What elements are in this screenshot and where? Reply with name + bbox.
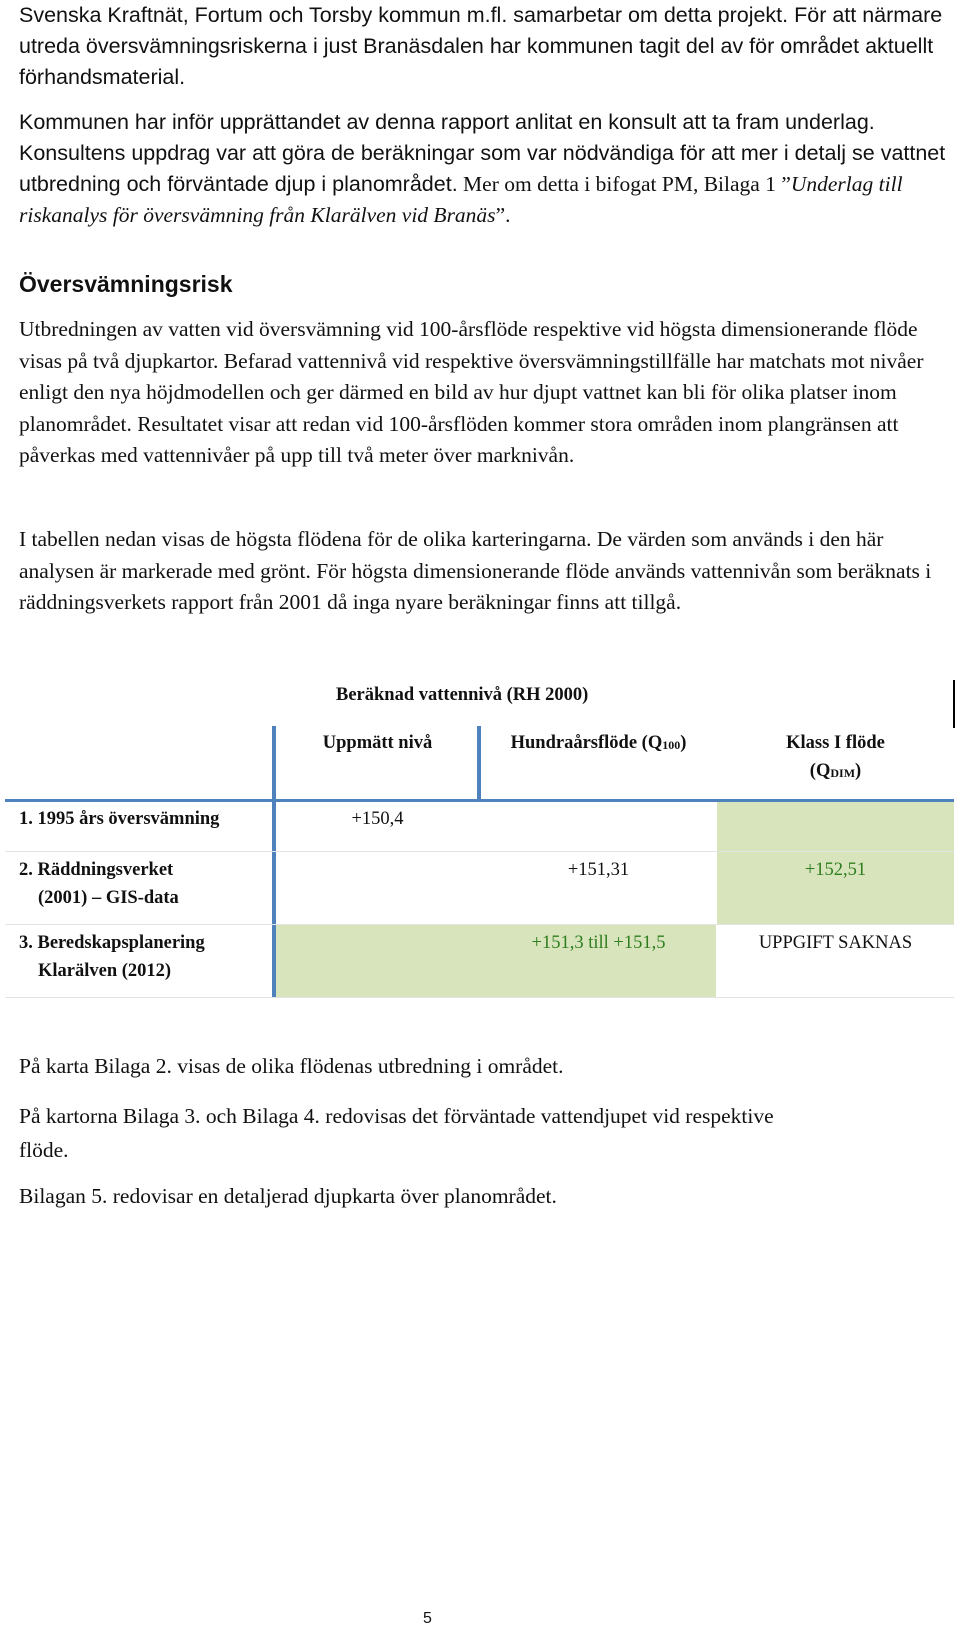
row-divider [5, 851, 954, 852]
row-divider [5, 924, 954, 925]
page-number: 5 [423, 1610, 432, 1627]
row-label: 2. Räddningsverket [19, 860, 174, 880]
table-title: Beräknad vattennivå (RH 2000) [336, 685, 589, 705]
risk-paragraph: Utbredningen av vatten vid översvämning vid 100-årsflöde respektive vid högsta dimensionerande flöde visas på två djupkartor. Befarad vattennivå vid respektive översvämningstillfälle har matchats mot nivåer enligt den nya höjdmodellen och ger därmed en bild av hur djupt vattnet kan bli för olika platser inom planområdet. Resultatet visar att redan vid 100-årsflöden kommer stora områden inom plangränsen att påverkas med vattennivåer på upp till två meter över marknivån. [19, 317, 924, 467]
consultant-paragraph [19, 107, 949, 231]
header-qdim: Klass I flöde $(Q_{DIM})$ [786, 733, 885, 781]
section-heading: Översvämningsrisk [19, 271, 233, 297]
row-label: 3. Beredskapsplanering [19, 933, 205, 953]
row-label: 1. 1995 års översvämning [19, 809, 220, 829]
row-label-line2: (2001) – GIS-data [38, 888, 179, 908]
cell-q100: +151,31 [567, 860, 630, 880]
quote-close: ”. [495, 203, 511, 227]
bilaga34-paragraph: På kartorna Bilaga 3. och Bilaga 4. redovisas det förväntade vattendjupet vid respektive flöde. [19, 1104, 774, 1162]
table-rule-h [5, 799, 954, 802]
cell-measured: +150,4 [351, 809, 404, 829]
header-measured: Uppmätt nivå [322, 733, 433, 753]
cell-qdim: +152,51 [804, 860, 867, 880]
consultant-ref-text: Mer om detta i bifogat PM, Bilaga 1 ” [457, 172, 791, 196]
table-rule-v1 [272, 726, 276, 998]
table-intro-paragraph: I tabellen nedan visas de högsta flödena för de olika karteringarna. De värden som används i den här analysen är markerade med grönt. För högsta dimensionerande flöde används vattennivån som beräknats i räddningsverkets rapport från 2001 då inga nyare beräkningar finns att tillgå. [19, 527, 932, 614]
cell-qdim: UPPGIFT SAKNAS [758, 933, 913, 953]
attachment-title: Underlag till riskanalys för översvämning från Klarälven vid Branäs [19, 172, 903, 227]
header-q100: Hundraårsflöde $(Q_{100})$ [510, 733, 687, 753]
bilaga2-paragraph: På karta Bilaga 2. visas de olika flödenas utbredning i området. [19, 1054, 564, 1078]
table-rule-v2 [477, 726, 481, 800]
row-divider [5, 997, 954, 998]
intro-paragraph: Svenska Kraftnät, Fortum och Torsby kommun m.fl. samarbetar om detta projekt. För att närmare utreda översvämningsriskerna i just Branäsdalen har kommunen tagit del av för området aktuellt förhandsmaterial. [19, 3, 943, 89]
bilaga5-paragraph: Bilagan 5. redovisar en detaljerad djupkarta över planområdet. [19, 1184, 557, 1208]
cell-q100: +151,3 till +151,5 [531, 933, 666, 953]
row-label-line2: Klarälven (2012) [38, 961, 172, 981]
consultant-text: Kommunen har inför upprättandet av denna rapport anlitat en konsult att ta fram underlag. Konsultens uppdrag var att göra de beräkningar som var nödvändiga för att mer i detalj se vattnet utbredning och förväntade djup i planområdet. [19, 110, 946, 196]
table-edge-line [953, 680, 955, 728]
